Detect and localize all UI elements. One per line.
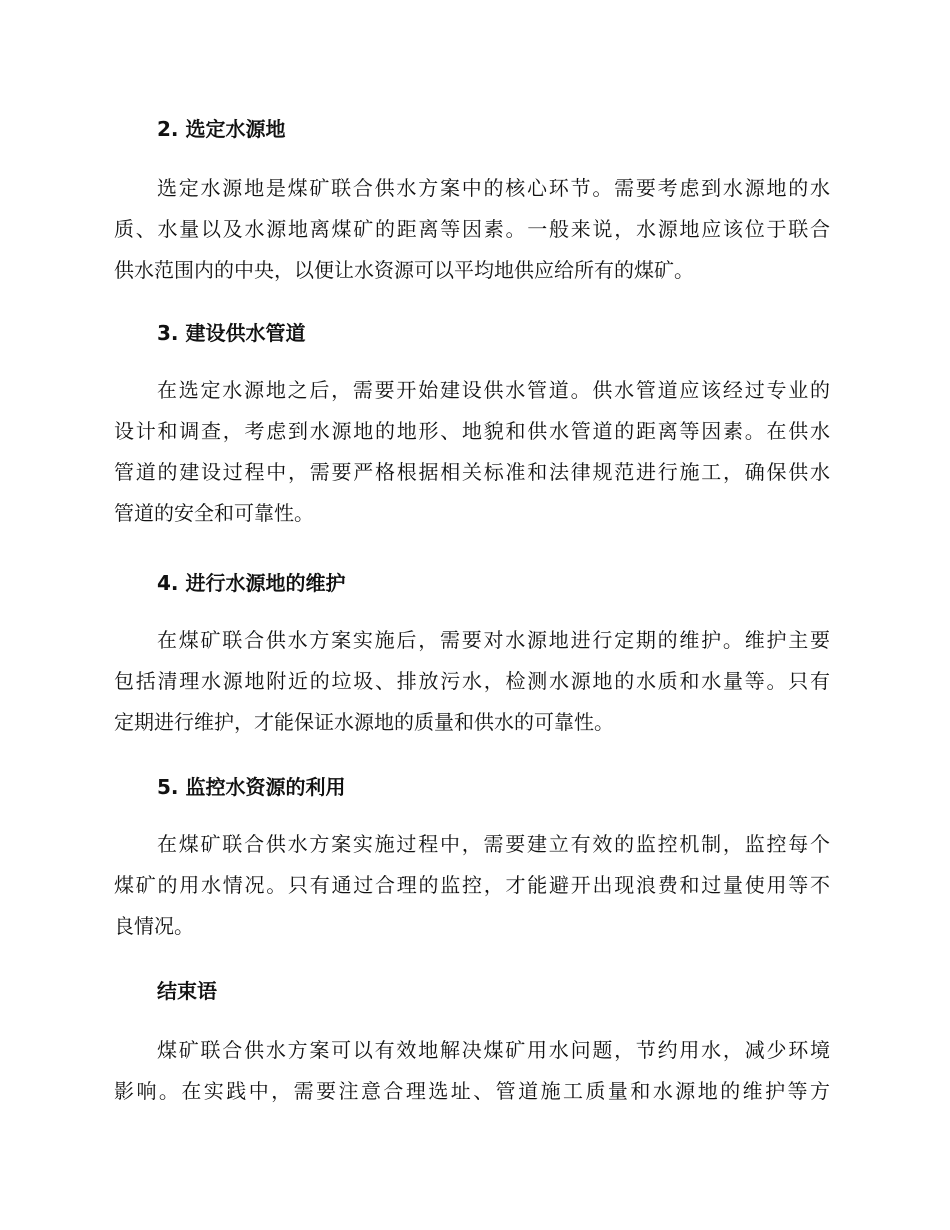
paragraph-line: 管道的安全和可靠性。 bbox=[114, 501, 314, 525]
paragraph-line: 包括清理水源地附近的垃圾、排放污水，检测水源地的水质和水量等。只有 bbox=[114, 669, 830, 693]
section-paragraph bbox=[114, 1030, 830, 1112]
paragraph-line: 影响。在实践中，需要注意合理选址、管道施工质量和水源地的维护等方 bbox=[114, 1079, 830, 1103]
section-paragraph bbox=[114, 824, 830, 947]
paragraph-line: 设计和调查，考虑到水源地的地形、地貌和供水管道的距离等因素。在供水 bbox=[114, 419, 830, 443]
paragraph-line: 供水范围内的中央，以便让水资源可以平均地供应给所有的煤矿。 bbox=[114, 258, 694, 282]
paragraph-line: 管道的建设过程中，需要严格根据相关标准和法律规范进行施工，确保供水 bbox=[114, 460, 830, 484]
paragraph-line: 在选定水源地之后，需要开始建设供水管道。供水管道应该经过专业的 bbox=[157, 378, 830, 402]
section-heading: 结束语 bbox=[157, 979, 217, 1003]
section-heading: 3. 建设供水管道 bbox=[157, 321, 306, 345]
paragraph-line: 质、水量以及水源地离煤矿的距离等因素。一般来说，水源地应该位于联合 bbox=[114, 217, 830, 241]
section-paragraph bbox=[114, 620, 830, 743]
paragraph-line: 定期进行维护，才能保证水源地的质量和供水的可靠性。 bbox=[114, 710, 614, 734]
paragraph-line: 在煤矿联合供水方案实施后，需要对水源地进行定期的维护。维护主要 bbox=[157, 628, 830, 652]
section-paragraph bbox=[114, 168, 830, 291]
section-heading: 5. 监控水资源的利用 bbox=[157, 775, 346, 799]
section-paragraph bbox=[114, 370, 830, 534]
paragraph-line: 煤矿的用水情况。只有通过合理的监控，才能避开出现浪费和过量使用等不 bbox=[114, 873, 830, 897]
paragraph-line: 在煤矿联合供水方案实施过程中，需要建立有效的监控机制，监控每个 bbox=[157, 832, 830, 856]
paragraph-line: 选定水源地是煤矿联合供水方案中的核心环节。需要考虑到水源地的水 bbox=[157, 176, 830, 200]
paragraph-line: 良情况。 bbox=[114, 914, 194, 938]
section-heading: 2. 选定水源地 bbox=[157, 117, 286, 141]
paragraph-line: 煤矿联合供水方案可以有效地解决煤矿用水问题，节约用水，减少环境 bbox=[157, 1038, 830, 1062]
section-heading: 4. 进行水源地的维护 bbox=[157, 571, 346, 595]
